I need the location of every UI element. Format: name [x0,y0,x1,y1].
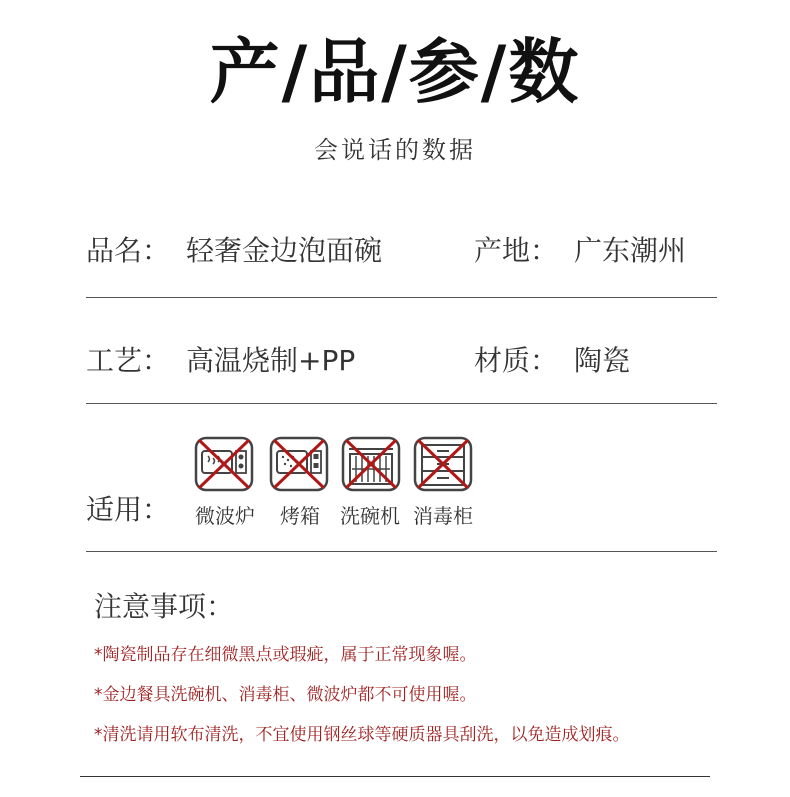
material-value: 陶瓷 [574,344,631,377]
notes-title: 注意事项： [94,590,235,623]
page-title: 产/品/参/数 [209,31,581,113]
microwave-label: 微波炉 [195,504,255,528]
note-item: *金边餐具洗碗机、消毒柜、微波炉都不可使用喔。 [94,685,477,705]
sterilizer-icon [413,436,473,492]
craft-label: 工艺： [86,344,171,377]
microwave-icon [194,436,254,492]
page-subtitle: 会说话的数据 [314,136,476,164]
oven-icon [269,436,329,492]
note-item: *陶瓷制品存在细微黑点或瑕疵，属于正常现象喔。 [94,645,477,665]
dishwasher-label: 洗碗机 [340,504,400,528]
divider [86,403,717,404]
craft-value: 高温烧制+PP [186,344,356,377]
divider [80,776,710,777]
divider [86,551,717,552]
origin-label: 产地： [474,234,559,267]
product-name-label: 品名： [86,234,171,267]
sterilizer-label: 消毒柜 [413,504,473,528]
note-item: *清洗请用软布清洗，不宜使用钢丝球等硬质器具刮洗，以免造成划痕。 [94,725,630,745]
applicable-label: 适用： [86,493,171,526]
origin-value: 广东潮州 [574,234,687,267]
material-label: 材质： [474,344,559,377]
oven-label: 烤箱 [280,504,320,528]
divider [86,297,717,298]
dishwasher-icon [341,436,401,492]
product-name-value: 轻奢金边泡面碗 [186,234,383,267]
